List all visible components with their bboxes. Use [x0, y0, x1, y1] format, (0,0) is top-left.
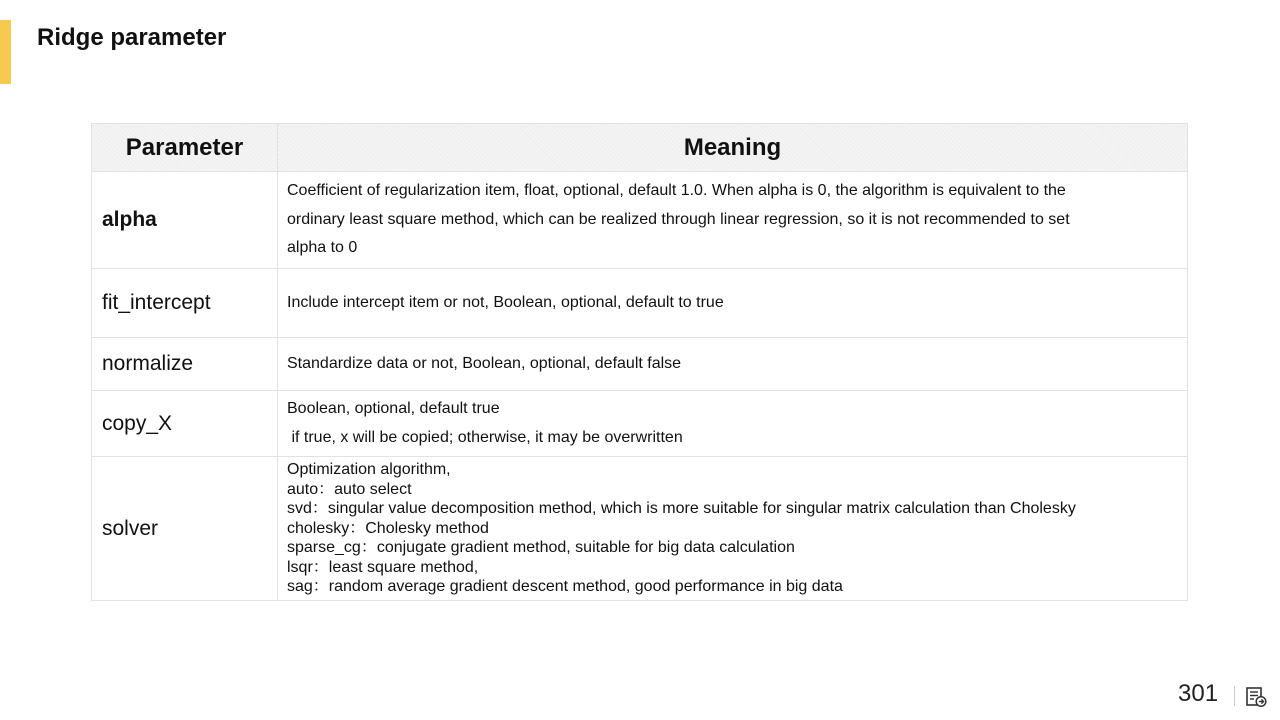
table-row — [92, 338, 1188, 391]
table-row — [92, 172, 1188, 269]
meaning-line: lsqr：least square method, — [287, 558, 479, 576]
param-meaning-fit-intercept — [278, 269, 1188, 338]
header-parameter: Parameter — [92, 124, 278, 172]
table-row — [92, 269, 1188, 338]
parameter-table — [91, 123, 1188, 601]
page-number: 301 — [1178, 680, 1219, 707]
param-meaning-alpha — [278, 172, 1188, 269]
param-name-alpha: alpha — [92, 172, 278, 269]
param-name-normalize: normalize — [92, 338, 278, 391]
meaning-line: Optimization algorithm, — [287, 461, 451, 479]
param-name-copy-x: copy_X — [92, 391, 278, 457]
param-meaning-normalize — [278, 338, 1188, 391]
meaning-line: sag：random average gradient descent method, good performance in big data — [287, 578, 843, 596]
param-name-fit-intercept: fit_intercept — [92, 269, 278, 338]
title-accent-bar — [0, 20, 11, 84]
param-name-solver: solver — [92, 457, 278, 601]
meaning-line: alpha to 0 — [287, 239, 358, 257]
meaning-line: Coefficient of regularization item, float, optional, default 1.0. When alpha is 0, the algorithm is equivalent to the — [287, 182, 1066, 200]
footer-divider — [1234, 686, 1235, 706]
table-row — [92, 391, 1188, 457]
header-meaning: Meaning — [278, 124, 1188, 172]
meaning-line: if true, x will be copied; otherwise, it may be overwritten — [287, 428, 683, 446]
table-row — [92, 457, 1188, 601]
slide-title: Ridge parameter — [37, 24, 227, 51]
meaning-line: sparse_cg：conjugate gradient method, suitable for big data calculation — [287, 539, 795, 557]
meaning-line: Standardize data or not, Boolean, optional, default false — [287, 355, 682, 372]
meaning-line: ordinary least square method, which can be realized through linear regression, so it is not recommended to set — [287, 210, 1070, 228]
param-meaning-solver — [278, 457, 1188, 601]
meaning-line: svd：singular value decomposition method, which is more suitable for singular matrix calculation than Cholesky — [287, 500, 1076, 518]
meaning-line: Include intercept item or not, Boolean, optional, default to true — [287, 294, 724, 311]
meaning-line: auto：auto select — [287, 480, 412, 498]
meaning-line: Boolean, optional, default true — [287, 400, 500, 417]
document-export-icon[interactable] — [1245, 686, 1267, 708]
param-meaning-copy-x — [278, 391, 1188, 457]
table-header-row — [92, 124, 1188, 172]
meaning-line: cholesky：Cholesky method — [287, 519, 489, 537]
